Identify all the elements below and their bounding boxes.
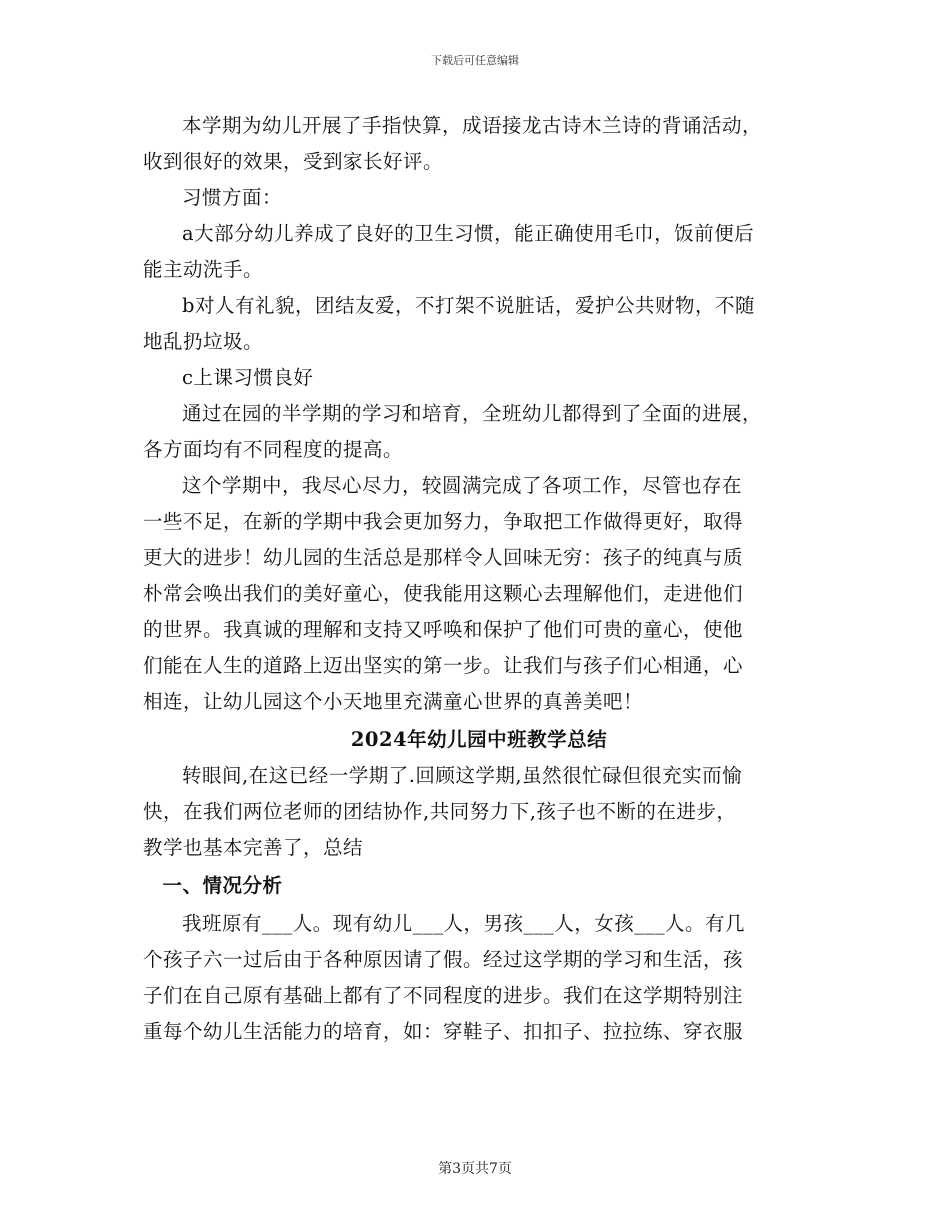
text-line: 快，在我们两位老师的团结协作,共同努力下,孩子也不断的在进步， (143, 800, 737, 823)
text-line: a大部分幼儿养成了良好的卫生习惯，能正确使用毛巾，饭前便后 (182, 222, 755, 245)
text-line: 地乱扔垃圾。 (143, 330, 264, 353)
text-line: 各方面均有不同程度的提高。 (143, 438, 404, 461)
text-line: b对人有礼貌，团结友爱，不打架不说脏话，爱护公共财物，不随 (182, 294, 755, 317)
text-line: 我班原有___人。现有幼儿___人，男孩___人，女孩___人。有几 (182, 912, 746, 935)
text-line: c上课习惯良好 (182, 366, 314, 389)
heading-situation-analysis: 一、情况分析 (162, 874, 283, 897)
text-line: 相连，让幼儿园这个小天地里充满童心世界的真善美吧！ (143, 690, 644, 713)
paragraph-activities (143, 108, 815, 180)
text-line: 能主动洗手。 (143, 258, 264, 281)
text-line: 这个学期中，我尽心尽力，较圆满完成了各项工作，尽管也存在 (182, 474, 743, 497)
page-number: 第3页共7页 (438, 1161, 512, 1177)
paragraph-intro (143, 758, 815, 866)
text-line: 本学期为幼儿开展了手指快算，成语接龙古诗木兰诗的背诵活动， (182, 114, 763, 137)
text-line: 教学也基本完善了，总结 (143, 836, 364, 859)
text-line: 子们在自己原有基础上都有了不同程度的进步。我们在这学期特别注 (143, 984, 744, 1007)
document-body (143, 108, 815, 1050)
paragraph-reflection (143, 468, 815, 720)
text-line: 更大的进步！幼儿园的生活总是那样令人回味无穷：孩子的纯真与质 (143, 546, 744, 569)
text-line: 一些不足，在新的学期中我会更加努力，争取把工作做得更好，取得 (143, 510, 744, 533)
paragraph-analysis (143, 906, 815, 1050)
paragraph-habits-label (143, 180, 815, 216)
text-line: 的世界。我真诚的理解和支持又呼唤和保护了他们可贵的童心，使他 (143, 618, 744, 641)
paragraph-habit-a (143, 216, 815, 288)
section-title: 2024年幼儿园中班教学总结 (350, 728, 608, 751)
paragraph-progress (143, 396, 815, 468)
paragraph-habit-b (143, 288, 815, 360)
paragraph-habit-c (143, 360, 815, 396)
text-line: 习惯方面： (182, 186, 283, 209)
text-line: 通过在园的半学期的学习和培育，全班幼儿都得到了全面的进展， (182, 402, 763, 425)
text-line: 收到很好的效果，受到家长好评。 (143, 150, 444, 173)
text-line: 们能在人生的道路上迈出坚实的第一步。让我们与孩子们心相通，心 (143, 654, 744, 677)
text-line: 转眼间,在这已经一学期了.回顾这学期,虽然很忙碌但很充实而愉 (182, 764, 743, 787)
page-header-note: 下载后可任意编辑 (431, 54, 519, 67)
text-line: 个孩子六一过后由于各种原因请了假。经过这学期的学习和生活，孩 (143, 948, 744, 971)
text-line: 朴常会唤出我们的美好童心，使我能用这颗心去理解他们，走进他们 (143, 582, 744, 605)
text-line: 重每个幼儿生活能力的培育，如：穿鞋子、扣扣子、拉拉练、穿衣服 (143, 1020, 744, 1043)
